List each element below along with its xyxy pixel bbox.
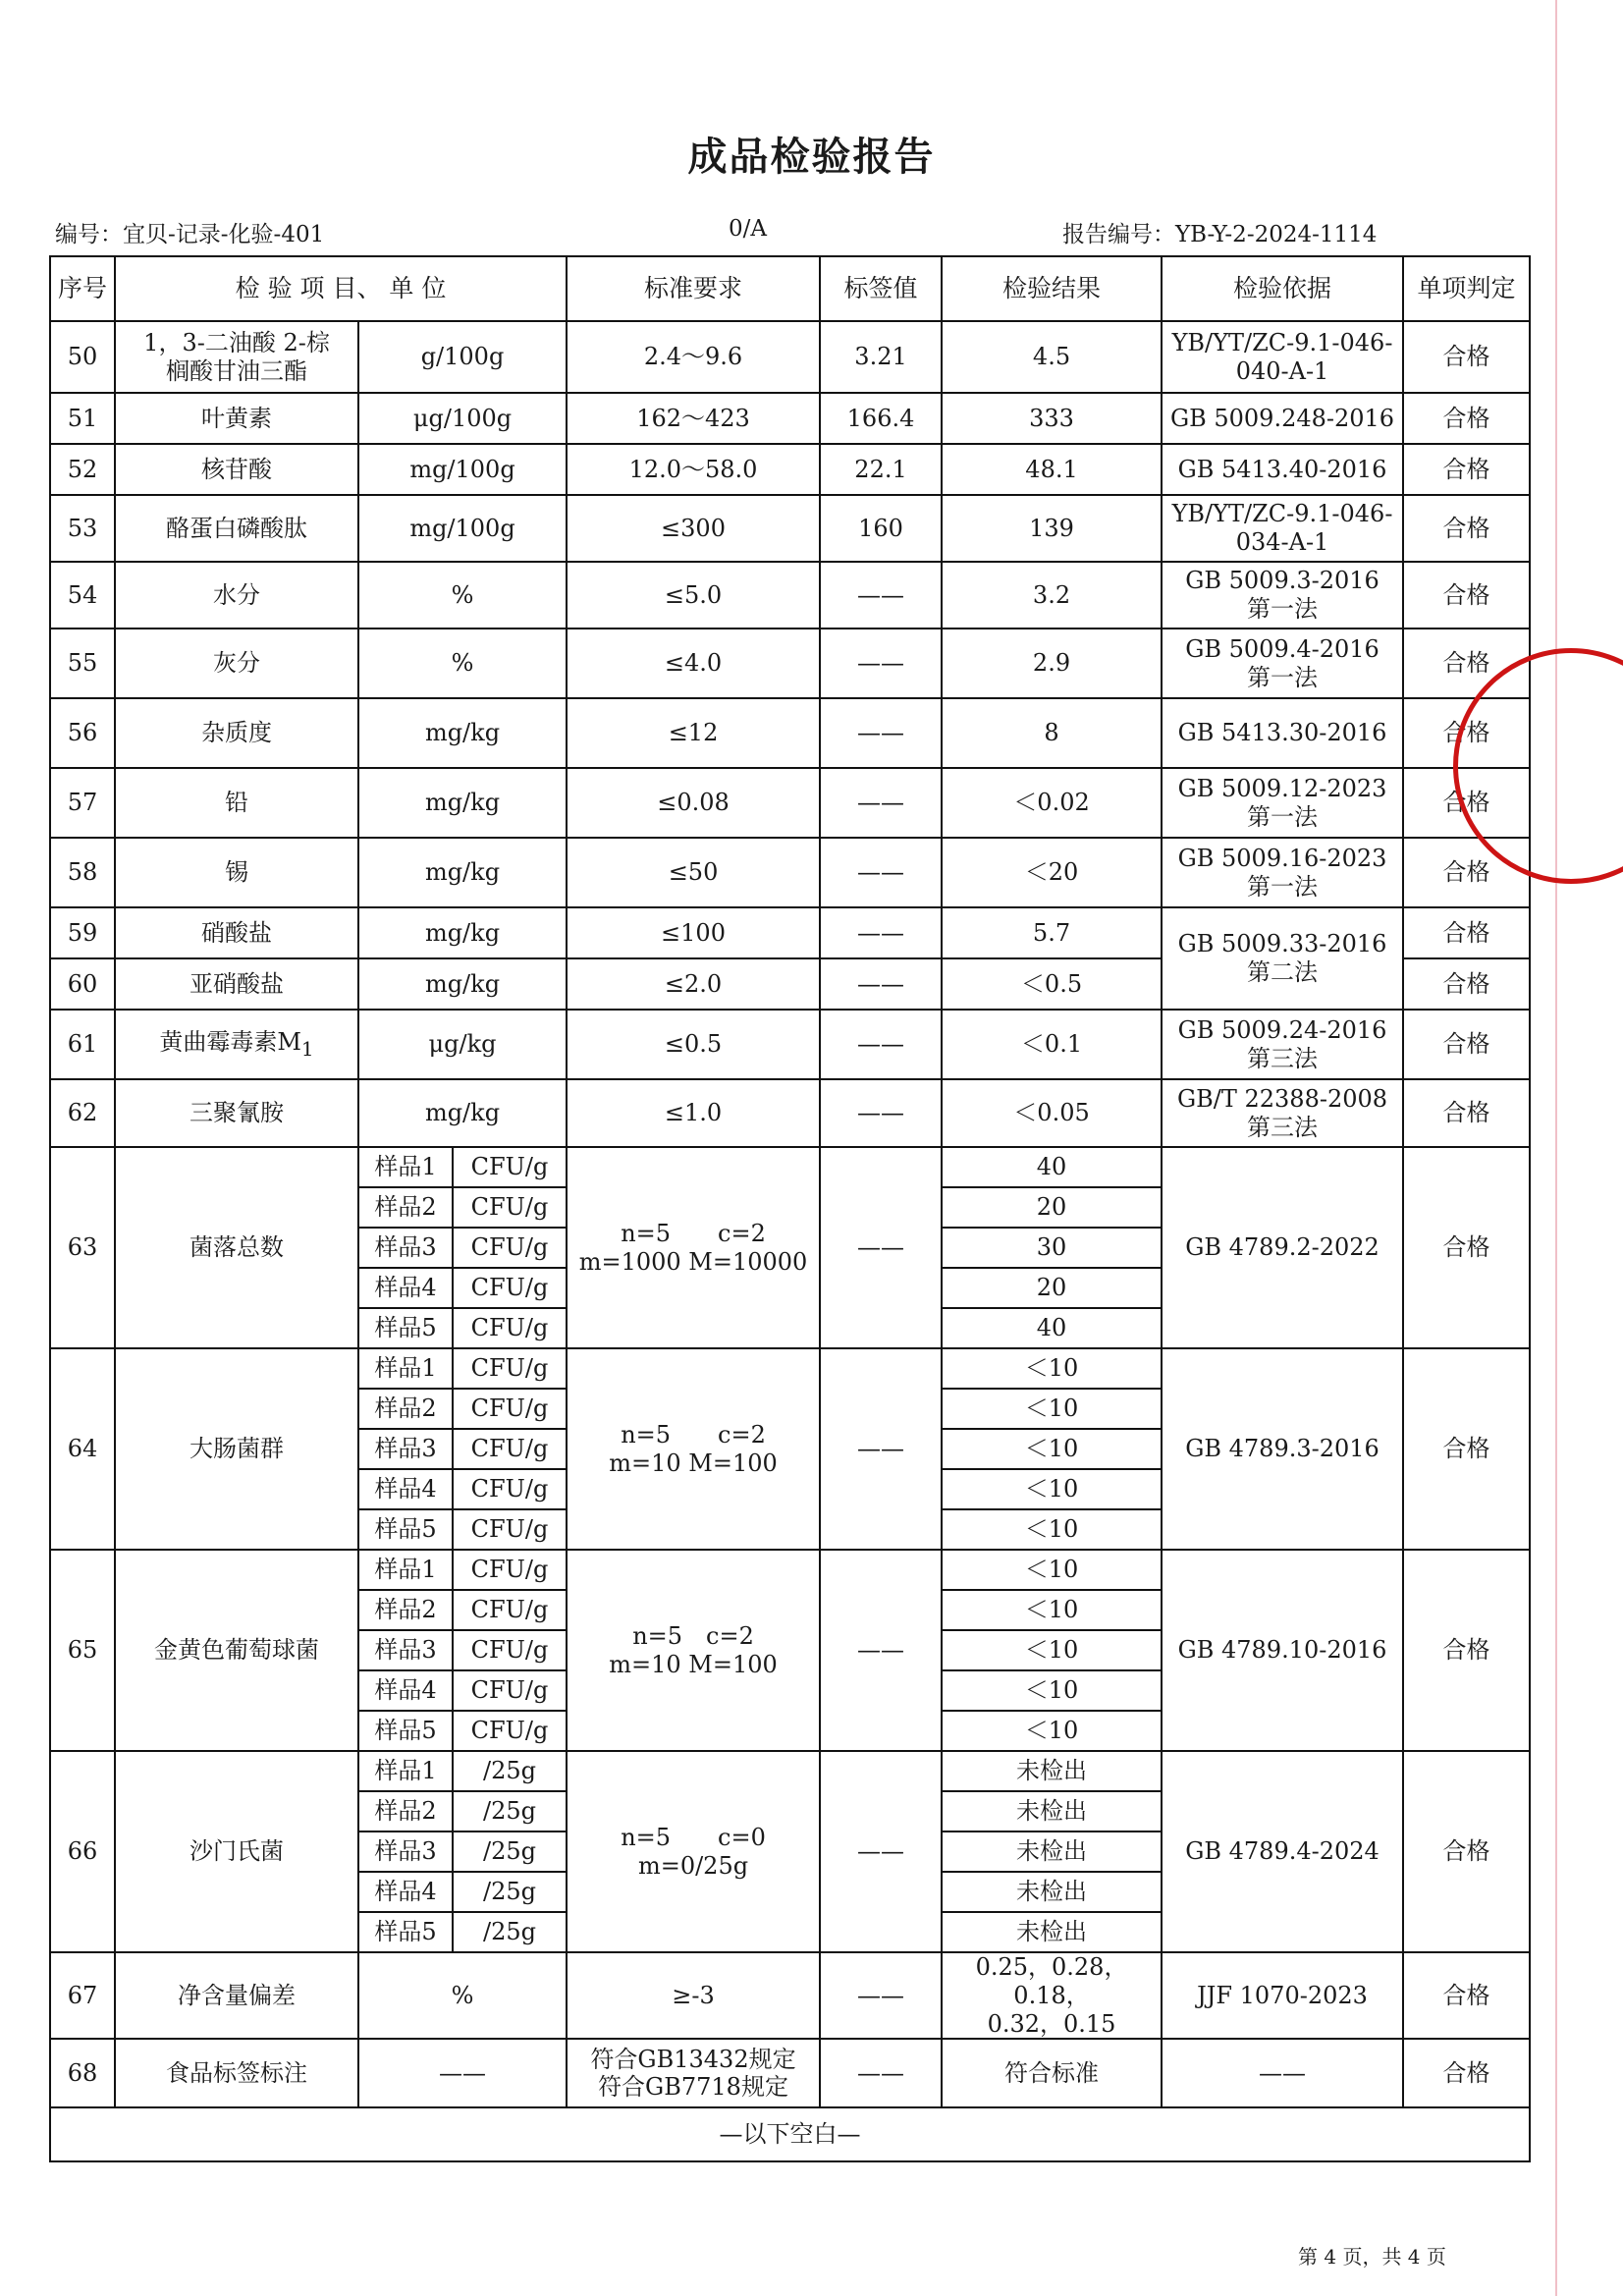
standard-line: m=0/25g: [637, 1851, 749, 1880]
table-row: [50, 1952, 1530, 2039]
standard: 162～423: [567, 393, 820, 444]
judgment: 合格: [1403, 562, 1530, 629]
result-line: 0.25，0.28，0.18，: [975, 1953, 1128, 2009]
judgment: 合格: [1403, 495, 1530, 562]
report-number: 报告编号：YB-Y-2-2024-1114: [1062, 222, 1378, 247]
basis: JJF 1070-2023: [1162, 1952, 1403, 2039]
result: 符合标准: [942, 2039, 1162, 2107]
standard-line: 符合GB13432规定: [590, 2045, 796, 2073]
basis: GB 4789.10-2016: [1162, 1550, 1403, 1751]
result: ＜0.1: [942, 1010, 1162, 1079]
basis: GB 4789.3-2016: [1162, 1348, 1403, 1550]
judgment: 合格: [1403, 768, 1530, 838]
seq: 68: [50, 2039, 115, 2107]
standard: ≤1.0: [567, 1079, 820, 1147]
item-name: 铅: [115, 768, 358, 838]
item-name: 锡: [115, 838, 358, 907]
unit: mg/kg: [358, 838, 567, 907]
item-name: 食品标签标注: [115, 2039, 358, 2107]
table-row: [50, 562, 1530, 629]
sample-label: 样品1: [358, 1348, 453, 1389]
seq: 52: [50, 444, 115, 495]
item-name: 沙门氏菌: [115, 1751, 358, 1952]
basis: GB 5413.30-2016: [1162, 698, 1403, 768]
sample-label: 样品4: [358, 1268, 453, 1308]
sample-label: 样品3: [358, 1429, 453, 1469]
basis: [1162, 562, 1403, 629]
version-number: 0/A: [729, 216, 767, 242]
unit: mg/kg: [358, 1079, 567, 1147]
judgment: 合格: [1403, 1751, 1530, 1952]
item-name-subscript: 1: [300, 1036, 314, 1061]
standard: ≤2.0: [567, 958, 820, 1010]
label-value: ——: [820, 1147, 942, 1348]
sample-unit: CFU/g: [453, 1590, 567, 1630]
seq: 53: [50, 495, 115, 562]
seq: 64: [50, 1348, 115, 1550]
item-name: 净含量偏差: [115, 1952, 358, 2039]
sample-result: 未检出: [942, 1872, 1162, 1912]
sample-label: 样品4: [358, 1469, 453, 1509]
item-name: 菌落总数: [115, 1147, 358, 1348]
sample-label: 样品2: [358, 1791, 453, 1831]
standard: [567, 1147, 820, 1348]
basis-line: GB 5009.12-2023: [1177, 774, 1387, 802]
seq: 59: [50, 907, 115, 958]
label-value: ——: [820, 838, 942, 907]
item-name: 水分: [115, 562, 358, 629]
standard: [567, 2039, 820, 2107]
seq: 56: [50, 698, 115, 768]
table-row: [50, 393, 1530, 444]
basis-line: 第一法: [1247, 595, 1319, 623]
seq: 67: [50, 1952, 115, 2039]
basis: [1162, 838, 1403, 907]
inspection-table: [49, 255, 1531, 2162]
standard-line: n=5 c=2: [621, 1420, 766, 1449]
table-header-row: [50, 256, 1530, 321]
unit: mg/100g: [358, 495, 567, 562]
standard-line: n=5 c=0: [621, 1823, 766, 1851]
basis-line: 第一法: [1247, 663, 1319, 691]
result: 2.9: [942, 629, 1162, 698]
table-row: [50, 1010, 1530, 1079]
sample-result: ＜10: [942, 1590, 1162, 1630]
table-row: [50, 2039, 1530, 2107]
judgment: 合格: [1403, 958, 1530, 1010]
sample-label: 样品4: [358, 1670, 453, 1711]
standard-line: n=5 c=2: [632, 1621, 754, 1650]
result: 8: [942, 698, 1162, 768]
sample-result: ＜10: [942, 1429, 1162, 1469]
seq: 51: [50, 393, 115, 444]
basis: GB 5413.40-2016: [1162, 444, 1403, 495]
result-line: 0.32，0.15: [987, 2009, 1116, 2038]
seq: 61: [50, 1010, 115, 1079]
sample-label: 样品1: [358, 1550, 453, 1590]
basis: GB 5009.248-2016: [1162, 393, 1403, 444]
sample-unit: CFU/g: [453, 1187, 567, 1228]
sample-result: 40: [942, 1308, 1162, 1348]
judgment: 合格: [1403, 444, 1530, 495]
sample-label: 样品2: [358, 1590, 453, 1630]
basis: GB 4789.2-2022: [1162, 1147, 1403, 1348]
sample-result: 未检出: [942, 1791, 1162, 1831]
sample-unit: /25g: [453, 1791, 567, 1831]
sample-result: 未检出: [942, 1751, 1162, 1791]
sample-result: ＜10: [942, 1469, 1162, 1509]
col-standard: 标准要求: [567, 256, 820, 321]
sample-result: ＜10: [942, 1389, 1162, 1429]
unit: mg/kg: [358, 958, 567, 1010]
judgment: 合格: [1403, 907, 1530, 958]
standard: 2.4～9.6: [567, 321, 820, 393]
sample-result: 20: [942, 1187, 1162, 1228]
standard: ≤5.0: [567, 562, 820, 629]
judgment: 合格: [1403, 1079, 1530, 1147]
item-name: 硝酸盐: [115, 907, 358, 958]
table-row: [50, 1550, 1530, 1590]
sample-label: 样品2: [358, 1187, 453, 1228]
sample-label: 样品3: [358, 1630, 453, 1670]
basis-line: 040-A-1: [1235, 356, 1329, 385]
basis: [1162, 1010, 1403, 1079]
sample-result: 30: [942, 1228, 1162, 1268]
sample-result: ＜10: [942, 1711, 1162, 1751]
basis: [1162, 1079, 1403, 1147]
standard: [567, 1751, 820, 1952]
sample-result: ＜10: [942, 1509, 1162, 1550]
sample-unit: CFU/g: [453, 1630, 567, 1670]
table-row: [50, 321, 1530, 393]
table-row: [50, 629, 1530, 698]
sample-label: 样品5: [358, 1308, 453, 1348]
seq: 62: [50, 1079, 115, 1147]
item-name: [115, 321, 358, 393]
item-name: 灰分: [115, 629, 358, 698]
seq: 50: [50, 321, 115, 393]
basis-line: 034-A-1: [1235, 528, 1329, 556]
unit: μg/kg: [358, 1010, 567, 1079]
sample-label: 样品1: [358, 1751, 453, 1791]
item-name-text: 黄曲霉毒素M: [159, 1028, 301, 1057]
col-result: 检验结果: [942, 256, 1162, 321]
item-name: [115, 1010, 358, 1079]
result: ＜0.05: [942, 1079, 1162, 1147]
unit: %: [358, 1952, 567, 2039]
basis-line: 第三法: [1247, 1113, 1319, 1141]
item-name: 金黄色葡萄球菌: [115, 1550, 358, 1751]
judgment: 合格: [1403, 1147, 1530, 1348]
judgment: 合格: [1403, 393, 1530, 444]
standard: [567, 1550, 820, 1751]
sample-unit: CFU/g: [453, 1509, 567, 1550]
sample-unit: CFU/g: [453, 1711, 567, 1751]
label-value: ——: [820, 562, 942, 629]
basis: GB 4789.4-2024: [1162, 1751, 1403, 1952]
label-value: 3.21: [820, 321, 942, 393]
unit: %: [358, 562, 567, 629]
seq: 60: [50, 958, 115, 1010]
table-row: [50, 1348, 1530, 1389]
sample-label: 样品2: [358, 1389, 453, 1429]
result: ＜0.5: [942, 958, 1162, 1010]
sample-unit: CFU/g: [453, 1228, 567, 1268]
judgment: 合格: [1403, 2039, 1530, 2107]
table-row: [50, 838, 1530, 907]
col-label-value: 标签值: [820, 256, 942, 321]
unit: g/100g: [358, 321, 567, 393]
basis-line: YB/YT/ZC-9.1-046-: [1171, 500, 1393, 528]
sample-result: 未检出: [942, 1912, 1162, 1952]
basis-line: 第三法: [1247, 1044, 1319, 1072]
label-value: ——: [820, 2039, 942, 2107]
col-seq: 序号: [50, 256, 115, 321]
judgment: 合格: [1403, 1348, 1530, 1550]
result: [942, 1952, 1162, 2039]
judgment: 合格: [1403, 1952, 1530, 2039]
table-row: [50, 768, 1530, 838]
sample-label: 样品5: [358, 1711, 453, 1751]
standard: ≤100: [567, 907, 820, 958]
standard-line: 符合GB7718规定: [598, 2073, 788, 2102]
record-number: 编号：宜贝-记录-化验-401: [55, 222, 325, 247]
result: 3.2: [942, 562, 1162, 629]
label-value: ——: [820, 698, 942, 768]
seq: 55: [50, 629, 115, 698]
page-title: 成品检验报告: [687, 134, 936, 180]
end-note: —以下空白—: [50, 2107, 1530, 2161]
label-value: ——: [820, 1348, 942, 1550]
item-name: 亚硝酸盐: [115, 958, 358, 1010]
item-name: 酪蛋白磷酸肽: [115, 495, 358, 562]
standard: ≤0.5: [567, 1010, 820, 1079]
standard: ≤300: [567, 495, 820, 562]
label-value: 160: [820, 495, 942, 562]
sample-result: ＜10: [942, 1630, 1162, 1670]
unit: %: [358, 629, 567, 698]
sample-label: 样品5: [358, 1912, 453, 1952]
table-row: [50, 1079, 1530, 1147]
seq: 54: [50, 562, 115, 629]
sample-label: 样品3: [358, 1228, 453, 1268]
standard: ≤4.0: [567, 629, 820, 698]
sample-result: ＜10: [942, 1670, 1162, 1711]
sample-unit: /25g: [453, 1872, 567, 1912]
result: ＜0.02: [942, 768, 1162, 838]
label-value: ——: [820, 907, 942, 958]
result: 5.7: [942, 907, 1162, 958]
sample-unit: /25g: [453, 1912, 567, 1952]
result: ＜20: [942, 838, 1162, 907]
judgment: 合格: [1403, 838, 1530, 907]
sample-result: ＜10: [942, 1348, 1162, 1389]
label-value: ——: [820, 1550, 942, 1751]
unit: mg/kg: [358, 768, 567, 838]
sample-unit: CFU/g: [453, 1147, 567, 1187]
item-name: 三聚氰胺: [115, 1079, 358, 1147]
basis-line: YB/YT/ZC-9.1-046-: [1171, 328, 1393, 356]
table-row: [50, 1751, 1530, 1791]
item-name-line: 榈酸甘油三酯: [166, 356, 307, 385]
seq: 57: [50, 768, 115, 838]
basis: [1162, 629, 1403, 698]
label-value: ——: [820, 958, 942, 1010]
label-value: ——: [820, 768, 942, 838]
seq: 63: [50, 1147, 115, 1348]
sample-result: 40: [942, 1147, 1162, 1187]
label-value: ——: [820, 1751, 942, 1952]
sample-label: 样品1: [358, 1147, 453, 1187]
basis: ——: [1162, 2039, 1403, 2107]
result: 333: [942, 393, 1162, 444]
standard-line: m=10 M=100: [609, 1650, 778, 1678]
label-value: ——: [820, 1079, 942, 1147]
table-row: [50, 495, 1530, 562]
basis: [1162, 321, 1403, 393]
label-value: ——: [820, 629, 942, 698]
unit: μg/100g: [358, 393, 567, 444]
standard: [567, 1348, 820, 1550]
standard: 12.0～58.0: [567, 444, 820, 495]
col-basis: 检验依据: [1162, 256, 1403, 321]
item-name: 叶黄素: [115, 393, 358, 444]
standard-line: n=5 c=2: [621, 1219, 766, 1247]
judgment: 合格: [1403, 321, 1530, 393]
label-value: 22.1: [820, 444, 942, 495]
sample-unit: CFU/g: [453, 1268, 567, 1308]
standard-line: m=1000 M=10000: [578, 1247, 808, 1276]
judgment: 合格: [1403, 698, 1530, 768]
unit: mg/kg: [358, 698, 567, 768]
seq: 65: [50, 1550, 115, 1751]
sample-result: ＜10: [942, 1550, 1162, 1590]
sample-unit: CFU/g: [453, 1348, 567, 1389]
sample-unit: CFU/g: [453, 1389, 567, 1429]
label-value: 166.4: [820, 393, 942, 444]
judgment: 合格: [1403, 1010, 1530, 1079]
item-name: 大肠菌群: [115, 1348, 358, 1550]
judgment: 合格: [1403, 629, 1530, 698]
basis: [1162, 495, 1403, 562]
standard: ≤0.08: [567, 768, 820, 838]
basis-line: GB 5009.16-2023: [1177, 844, 1387, 872]
item-name: 核苷酸: [115, 444, 358, 495]
sample-label: 样品4: [358, 1872, 453, 1912]
seq: 66: [50, 1751, 115, 1952]
sample-unit: /25g: [453, 1751, 567, 1791]
standard: ≤12: [567, 698, 820, 768]
sample-unit: CFU/g: [453, 1670, 567, 1711]
sample-result: 20: [942, 1268, 1162, 1308]
unit: mg/100g: [358, 444, 567, 495]
margin-line: [1555, 0, 1557, 2296]
basis-line: 第一法: [1247, 872, 1319, 901]
col-judgment: 单项判定: [1403, 256, 1530, 321]
basis-line: GB 5009.33-2016: [1177, 930, 1387, 958]
basis-line: GB 5009.24-2016: [1177, 1015, 1387, 1044]
seq: 58: [50, 838, 115, 907]
sample-unit: CFU/g: [453, 1308, 567, 1348]
sample-label: 样品3: [358, 1831, 453, 1872]
basis: [1162, 907, 1403, 1010]
sample-unit: CFU/g: [453, 1429, 567, 1469]
label-value: ——: [820, 1010, 942, 1079]
table-row: [50, 444, 1530, 495]
standard: ≥-3: [567, 1952, 820, 2039]
basis-line: GB 5009.4-2016: [1185, 634, 1380, 663]
result: 139: [942, 495, 1162, 562]
basis-line: GB 5009.3-2016: [1185, 567, 1380, 595]
col-item: 检 验 项 目、 单 位: [115, 256, 567, 321]
standard: ≤50: [567, 838, 820, 907]
basis-line: 第二法: [1247, 958, 1319, 986]
judgment: 合格: [1403, 1550, 1530, 1751]
page-number: 第 4 页，共 4 页: [1298, 2245, 1446, 2269]
sample-unit: CFU/g: [453, 1469, 567, 1509]
basis: [1162, 768, 1403, 838]
result: 4.5: [942, 321, 1162, 393]
label-value: ——: [820, 1952, 942, 2039]
basis-line: GB/T 22388-2008: [1176, 1084, 1388, 1113]
table-row: [50, 907, 1530, 958]
sample-unit: /25g: [453, 1831, 567, 1872]
basis-line: 第一法: [1247, 802, 1319, 831]
table-end-row: [50, 2107, 1530, 2161]
table-row: [50, 1147, 1530, 1187]
item-name-line: 1，3-二油酸 2-棕: [143, 328, 330, 356]
item-name: 杂质度: [115, 698, 358, 768]
sample-unit: CFU/g: [453, 1550, 567, 1590]
table-row: [50, 698, 1530, 768]
standard-line: m=10 M=100: [609, 1449, 778, 1477]
result: 48.1: [942, 444, 1162, 495]
unit: ——: [358, 2039, 567, 2107]
sample-result: 未检出: [942, 1831, 1162, 1872]
unit: mg/kg: [358, 907, 567, 958]
sample-label: 样品5: [358, 1509, 453, 1550]
